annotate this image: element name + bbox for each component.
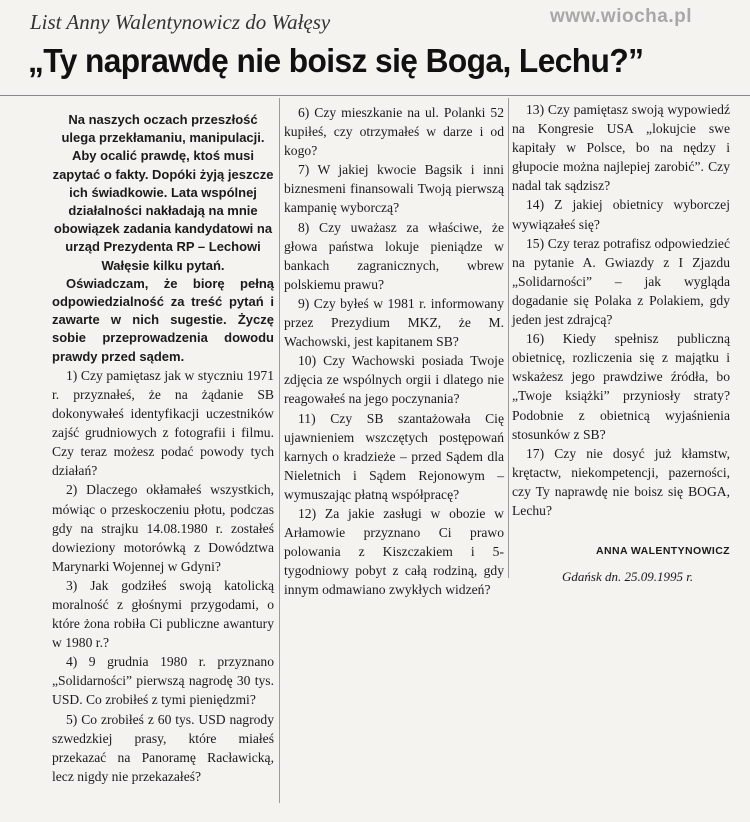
- signature: ANNA WALENTYNOWICZ: [596, 545, 730, 558]
- question-2: 2) Dlaczego okłamałeś wszystkich, mówiąc o przeskoczeniu płotu, podczas gdy na strajku 14.08.1980 r. zostałeś dowieziony motorówką z Dowództwa Marynarki Wojennej w Gdyni?: [52, 482, 274, 574]
- column-1: [52, 111, 274, 786]
- question-10: 10) Czy Wachowski posiada Twoje zdjęcia ze wspólnych orgii i dlatego nie reagowałeś na jego poczynania?: [284, 353, 504, 407]
- column-3: [512, 100, 730, 586]
- question-16: 16) Kiedy spełnisz publiczną obietnicę, rozliczenia się z majątku i wskażesz jego prawdziwe źródła, bo „Twoje książki” przyniosły straty? Podobnie z obietnicą wyjaśnienia stosunków z SB?: [512, 331, 730, 442]
- question-14: 14) Z jakiej obietnicy wyborczej wywiązałeś się?: [512, 197, 730, 232]
- watermark: www.wiocha.pl: [550, 6, 692, 27]
- question-11: 11) Czy SB szantażowała Cię ujawnieniem wszczętych postępowań karnych o kradzieże – przed Sądem dla Nieletnich i Sądem Rejonowym – wymuszając płatną współpracę?: [284, 410, 504, 502]
- intro-paragraph: Na naszych oczach przeszłość ulega przekłamaniu, manipulacji. Aby ocalić prawdę, ktoś musi zapytać o fakty. Dopóki żyją jeszcze ich świadkowie. Lata wspólnej działalności nakładają na mnie obowiązek zadania kandydatowi na urząd Prezydenta RP – Lechowi Wałęsie kilku pytań.: [52, 112, 274, 273]
- question-8: 8) Czy uważasz za właściwe, że głowa państwa lokuje pieniądze w bankach zagranicznych, wbrew polskiemu prawu?: [284, 219, 504, 292]
- column-divider-2: [508, 98, 509, 578]
- question-1: 1) Czy pamiętasz jak w styczniu 1971 r. przyznałeś, że na żądanie SB dokonywałeś identyfikacji uczestników zajść grudniowych z fotografii i filmu. Czy teraz możesz podać powody tych działań?: [52, 367, 274, 479]
- column-2: [284, 103, 504, 599]
- intro: [52, 111, 274, 366]
- question-13: 13) Czy pamiętasz swoją wypowiedź na Kongresie USA „lokujcie swe kapitały w Polsce, bo na nędzy i głupocie można najlepiej zarobić”. Czy nadal tak sądzisz?: [512, 102, 730, 194]
- question-15: 15) Czy teraz potrafisz odpowiedzieć na pytanie A. Gwiazdy z I Zjazdu „Solidarności” – jak wygląda dogadanie się Polaka z Polakiem, gdy jeden jest zdrajcą?: [512, 235, 730, 328]
- place-date: Gdańsk dn. 25.09.1995 r.: [562, 569, 694, 585]
- question-17: 17) Czy nie dosyć już kłamstw, krętactw, niekompetencji, pazerności, czy Ty naprawdę nie boisz się BOGA, Lechu?: [512, 445, 730, 518]
- question-7: 7) W jakiej kwocie Bagsik i inni biznesmeni finansowali Twoją pierwszą kampanię wyborczą?: [284, 162, 504, 216]
- question-6: 6) Czy mieszkanie na ul. Polanki 52 kupiłeś, czy otrzymałeś w darze i od kogo?: [284, 105, 504, 159]
- question-12: 12) Za jakie zasługi w obozie w Arłamowie przyznano Ci prawo polowania z Kiszczakiem i 5-tygodniowy pobyt z całą rodziną, gdy innym odmawiano zwykłych widzeń?: [284, 505, 504, 598]
- question-5: 5) Co zrobiłeś z 60 tys. USD nagrody szwedzkiej prasy, które miałeś przekazać na Panoramę Racławicką, lecz nigdy nie przekazałeś?: [52, 711, 274, 784]
- intro-paragraph: Oświadczam, że biorę pełną odpowiedzialność za treść pytań i zawarte w nich sugestie. Życzę sobie przeprowadzenia dowodu prawdy przed sądem.: [52, 275, 274, 364]
- header-rule: [0, 95, 750, 96]
- question-9: 9) Czy byłeś w 1981 r. informowany przez Prezydium MKZ, że M. Wachowski, jest kapitanem SB?: [284, 295, 504, 350]
- question-3: 3) Jak godziłeś swoją katolicką moralność z głośnymi przygodami, o które żona robiła Ci publiczne awantury w 1980 r.?: [52, 577, 274, 651]
- headline: „Ty naprawdę nie boisz się Boga, Lechu?”: [28, 42, 644, 79]
- question-4: 4) 9 grudnia 1980 r. przyznano „Solidarności” pierwszą nagrodę 30 tys. USD. Co zrobiłeś z tymi pieniędzmi?: [52, 654, 274, 708]
- kicker: List Anny Walentynowicz do Wałęsy: [30, 10, 331, 34]
- column-divider-1: [279, 98, 280, 803]
